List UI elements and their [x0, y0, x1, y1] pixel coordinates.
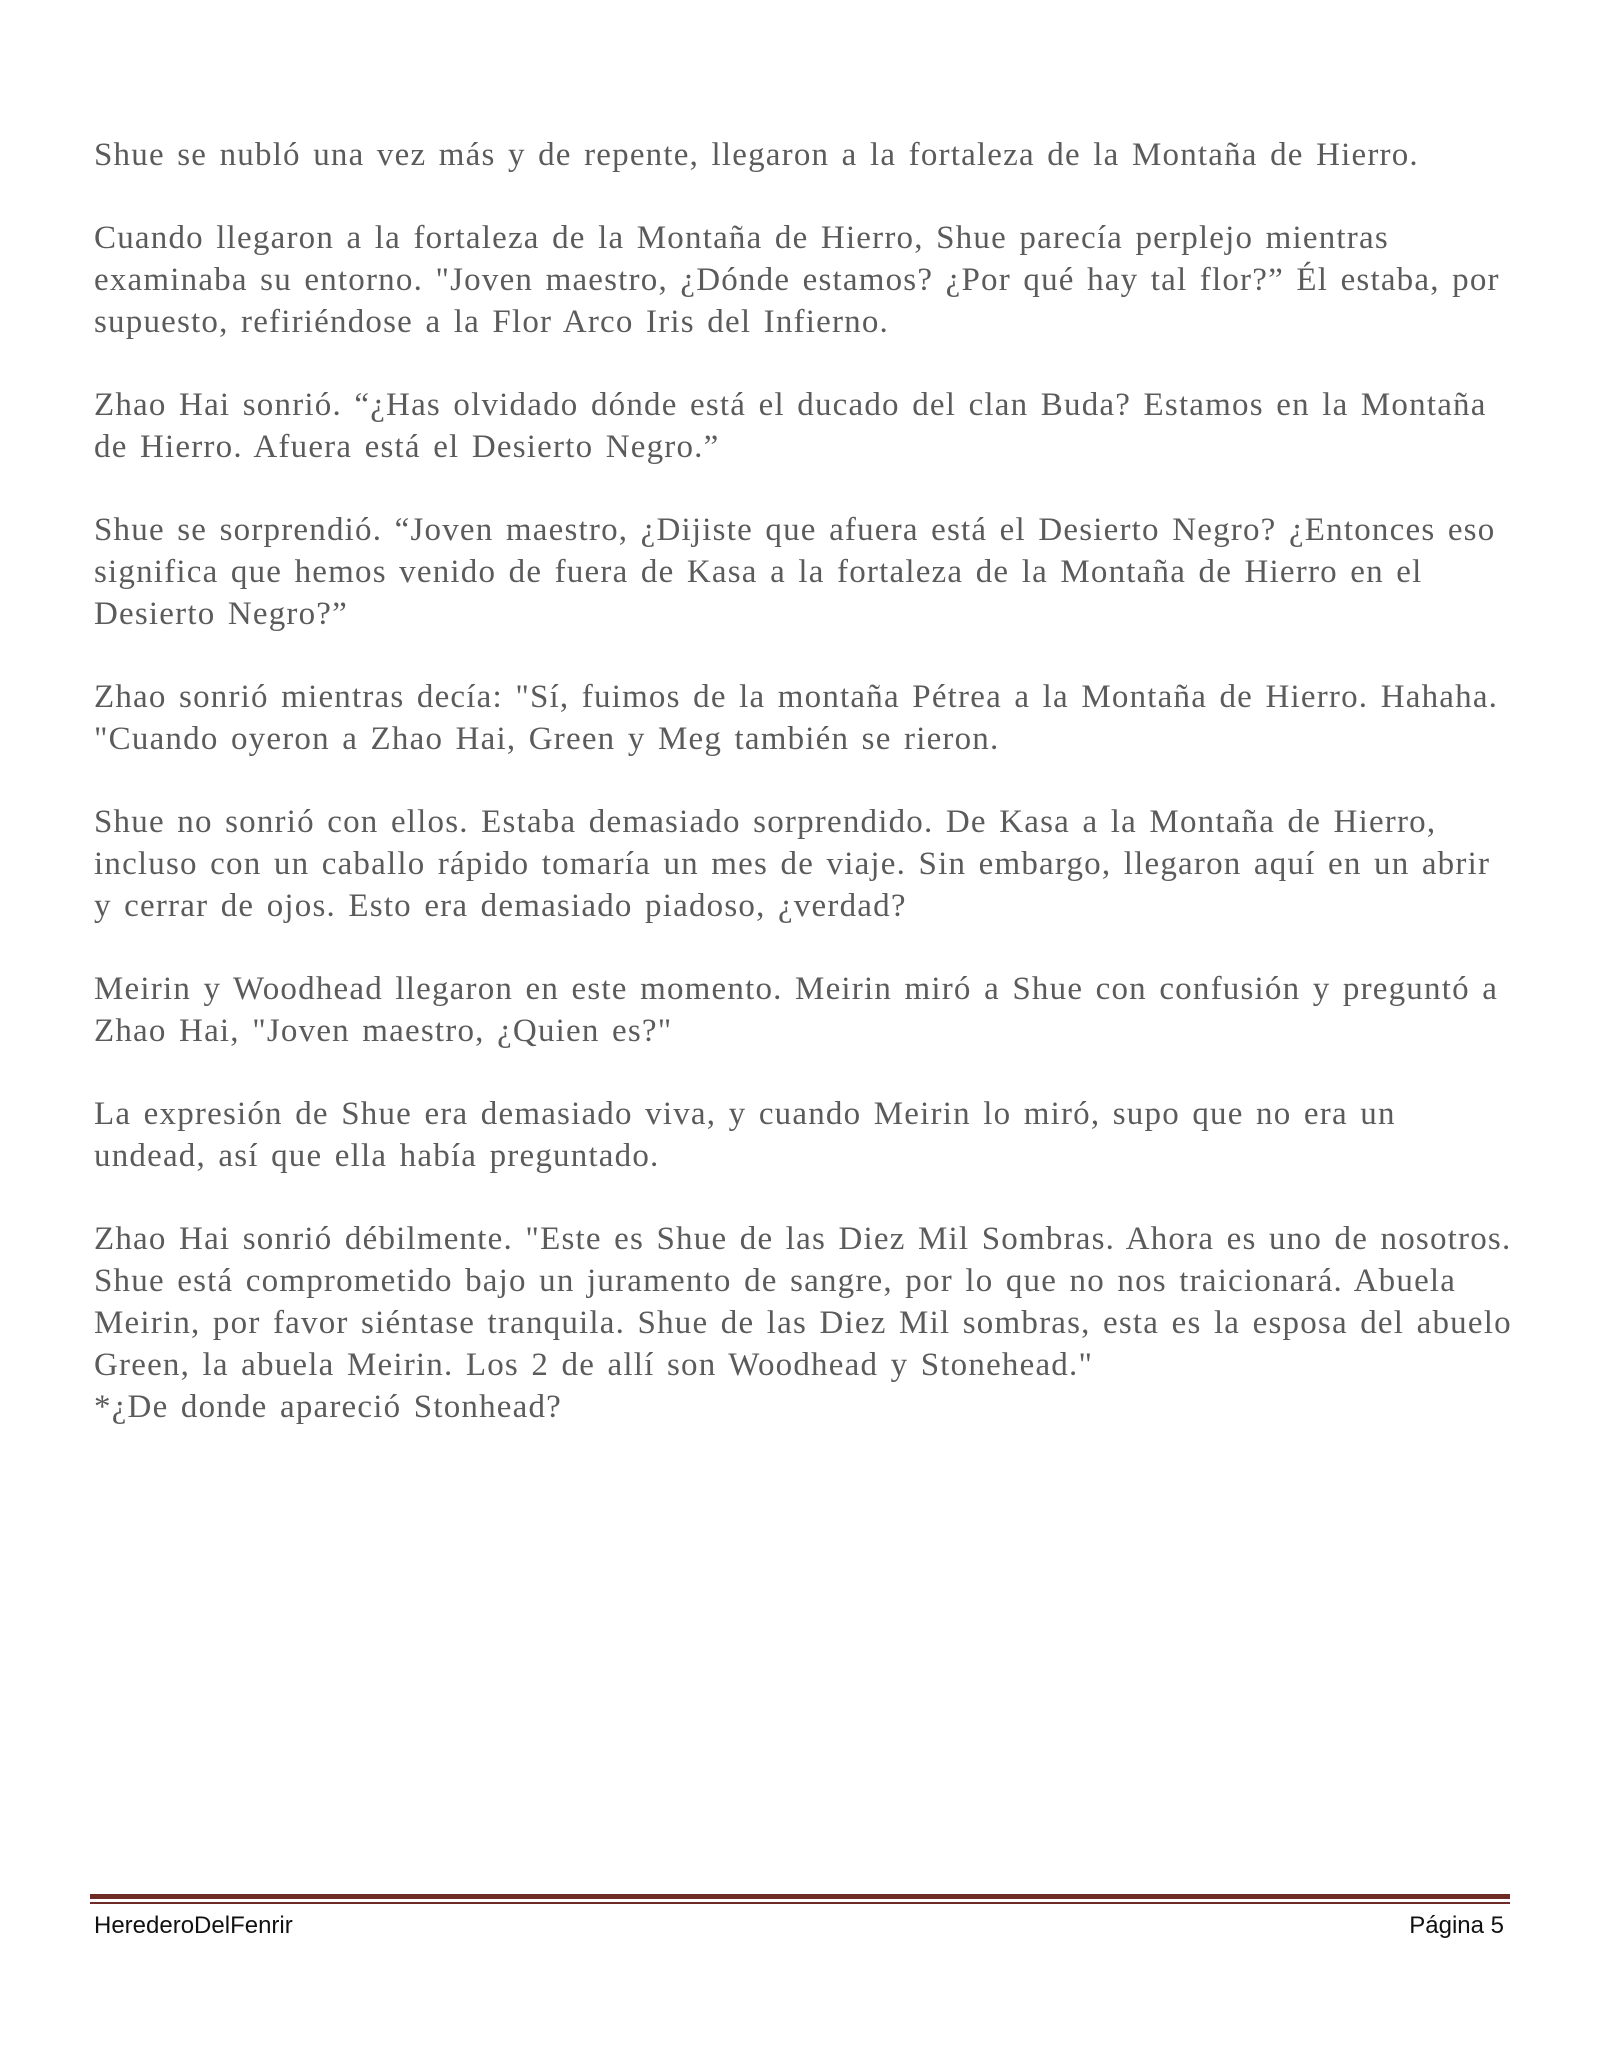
footer-divider-thick [90, 1894, 1510, 1899]
paragraph-9: Zhao Hai sonrió débilmente. "Este es Shue de las Diez Mil Sombras. Ahora es uno de nosotros. Shue está comprometido bajo un juramento de sangre, por lo que no nos traicionará. Abuela Meirin, por favor siéntase tranquila. Shue de las Diez Mil sombras, esta es la esposa del abuelo Green, la abuela Meirin. Los 2 de allí son Woodhead y Stonehead." [94, 1221, 1512, 1383]
paragraph-8: La expresión de Shue era demasiado viva, y cuando Meirin lo miró, supo que no era un undead, así que ella había preguntado. [94, 1096, 1396, 1174]
paragraph-2: Cuando llegaron a la fortaleza de la Montaña de Hierro, Shue parecía perplejo mientras examinaba su entorno. "Joven maestro, ¿Dónde estamos? ¿Por qué hay tal flor?” Él estaba, por supuesto, refiriéndose a la Flor Arco Iris del Infierno. [94, 220, 1500, 340]
paragraph-5: Zhao sonrió mientras decía: "Sí, fuimos de la montaña Pétrea a la Montaña de Hierro. Hahaha. "Cuando oyeron a Zhao Hai, Green y Meg también se rieron. [94, 679, 1499, 757]
paragraph-3: Zhao Hai sonrió. “¿Has olvidado dónde está el ducado del clan Buda? Estamos en la Montaña de Hierro. Afuera está el Desierto Negro.” [94, 387, 1487, 465]
translator-note: *¿De donde apareció Stonhead? [94, 1389, 563, 1425]
footer-page-number: Página 5 [1409, 1912, 1504, 1939]
paragraph-4: Shue se sorprendió. “Joven maestro, ¿Dijiste que afuera está el Desierto Negro? ¿Entonces eso significa que hemos venido de fuera de Kasa a la fortaleza de la Montaña de Hierro en el Desierto Negro?” [94, 512, 1496, 632]
footer-author: HerederoDelFenrir [94, 1912, 293, 1939]
footer-divider [90, 1894, 1510, 1904]
document-body [94, 134, 1514, 1428]
paragraph-1: Shue se nubló una vez más y de repente, llegaron a la fortaleza de la Montaña de Hierro. [94, 137, 1419, 173]
paragraph-6: Shue no sonrió con ellos. Estaba demasiado sorprendido. De Kasa a la Montaña de Hierro, incluso con un caballo rápido tomaría un mes de viaje. Sin embargo, llegaron aquí en un abrir y cerrar de ojos. Esto era demasiado piadoso, ¿verdad? [94, 804, 1491, 924]
paragraph-7: Meirin y Woodhead llegaron en este momento. Meirin miró a Shue con confusión y preguntó a Zhao Hai, "Joven maestro, ¿Quien es?" [94, 971, 1499, 1049]
footer-divider-thin [90, 1902, 1510, 1904]
